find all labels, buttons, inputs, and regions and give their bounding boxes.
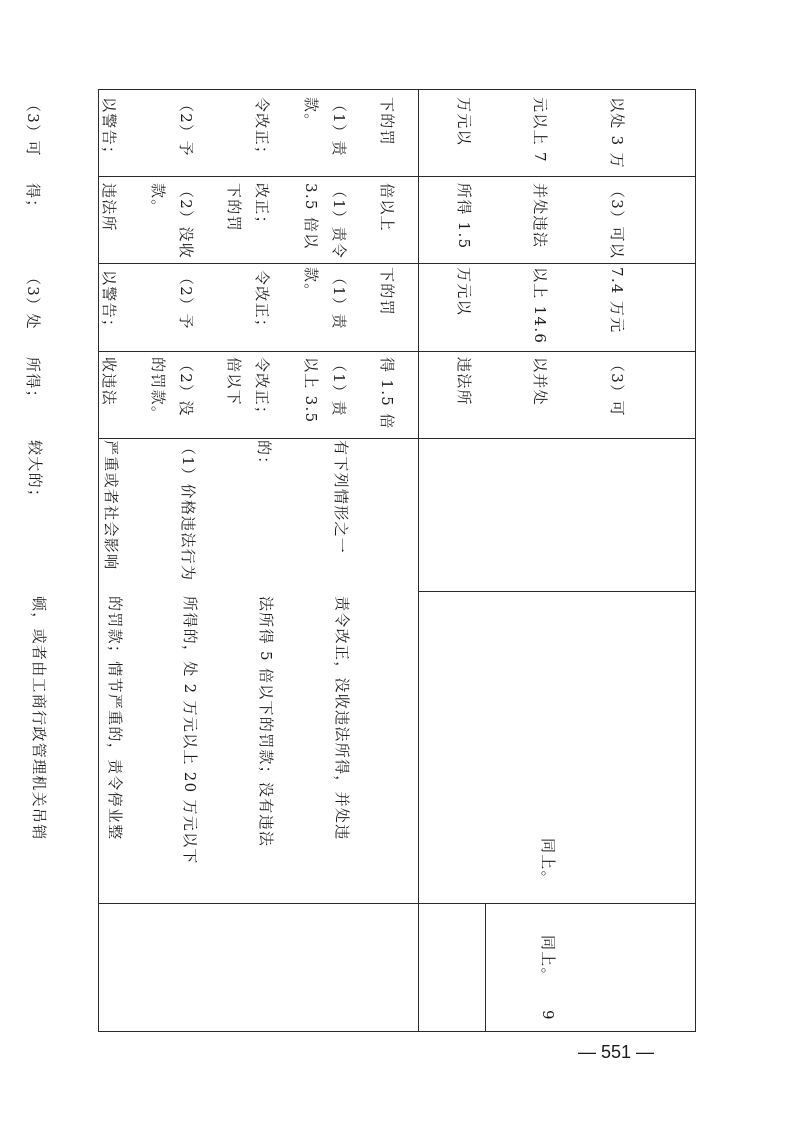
text-line: 以并处	[531, 357, 550, 406]
text-line: （2）没收	[177, 183, 195, 260]
row-b-grade4-text	[0, 97, 402, 169]
text-line: 所得的，处 2 万元以上 20 万元以下	[181, 596, 200, 865]
text-line: （3）可	[608, 357, 626, 417]
text-line: 以处 3 万	[608, 97, 626, 169]
text-line: 万元以	[455, 267, 473, 316]
row-b-basis-same: 同上。	[539, 838, 557, 887]
text-line: （1）责	[330, 357, 348, 417]
text-line: 并处违法	[531, 183, 550, 249]
row-b-conditions-wrap	[26, 438, 418, 591]
text-line: 以警告；	[100, 97, 119, 163]
text-line: 倍以上	[378, 183, 397, 232]
text-line: （1）价格违法行为	[179, 440, 197, 582]
text-line: （2）予	[177, 270, 195, 330]
text-line: 违法所	[100, 183, 119, 232]
text-line: 有下列情形之一	[332, 440, 350, 555]
row-a-legal-basis-text	[0, 596, 404, 865]
text-line: 下的罚	[378, 267, 397, 316]
text-line: 得；	[24, 183, 42, 216]
text-line: 所得；	[24, 357, 42, 406]
row-b-violation-same: 同上。	[539, 935, 557, 984]
rule-v2	[485, 903, 486, 1032]
text-line: （3）可	[24, 97, 42, 157]
text-line: 款。	[302, 267, 320, 300]
text-line: （1）责	[330, 97, 348, 157]
text-line: 倍以下	[225, 357, 244, 406]
text-line: 令改正；	[253, 97, 272, 163]
text-line: 所得 1.5	[455, 183, 473, 250]
text-line: 以上 3.5	[302, 357, 320, 424]
text-line: （3）可以	[608, 183, 626, 260]
row-b-grade2-text	[0, 270, 402, 347]
text-line: 元以上 7	[531, 97, 550, 163]
text-line: 以警告；	[100, 270, 119, 336]
text-line: （2）予	[177, 97, 195, 157]
text-line: （1）责	[330, 270, 348, 330]
text-line: 顿，或者由工商行政管理机关吊销	[30, 596, 49, 841]
text-line: 得 1.5 倍	[378, 357, 397, 430]
text-line: 下的罚	[225, 183, 244, 232]
page-number: — 551 —	[578, 1042, 655, 1062]
text-line: 法所得 5 倍以下的罚款；没有违法	[256, 596, 275, 848]
row-b-circumstances-cell	[418, 438, 696, 591]
row-b-grade1-cell	[24, 351, 418, 438]
text-line: （3）处	[24, 270, 42, 330]
text-line: （2）没	[177, 357, 195, 417]
text-line: 7.4 万元	[608, 267, 626, 334]
row-b-grade2-cell	[24, 263, 418, 351]
text-line: 令改正；	[253, 357, 272, 423]
text-line: 令改正；	[253, 270, 272, 336]
rule-h6	[98, 903, 696, 904]
text-line: 较大的；	[26, 440, 44, 506]
text-line: 收违法	[100, 357, 119, 406]
text-line: 严重或者社会影响	[102, 440, 121, 571]
text-line: 的：	[255, 440, 274, 473]
row-b-grade4-cell	[24, 89, 418, 176]
text-line: 责令改正，没收违法所得，并处违	[332, 596, 351, 841]
text-line: 万元以	[455, 97, 473, 146]
text-line: 3.5 倍以	[302, 183, 320, 250]
text-line: 违法所	[455, 357, 473, 406]
text-line: 的罚款。	[149, 357, 167, 423]
text-line: 下的罚	[378, 97, 397, 146]
text-line: （1）责令	[330, 183, 348, 260]
text-line: 以上 14.6	[531, 267, 550, 345]
text-line: 款。	[149, 183, 167, 216]
row-b-grade3-text	[0, 183, 402, 259]
text-line: 改正；	[253, 183, 272, 232]
row-b-grade1-text	[0, 357, 402, 423]
row-b-grade3-cell	[24, 176, 418, 263]
text-line: 款。	[302, 97, 320, 130]
row-number: 9	[539, 1010, 557, 1021]
row-b-conditions-lines	[0, 440, 404, 581]
text-line: 的罚款；情节严重的，责令停业整	[105, 596, 124, 841]
